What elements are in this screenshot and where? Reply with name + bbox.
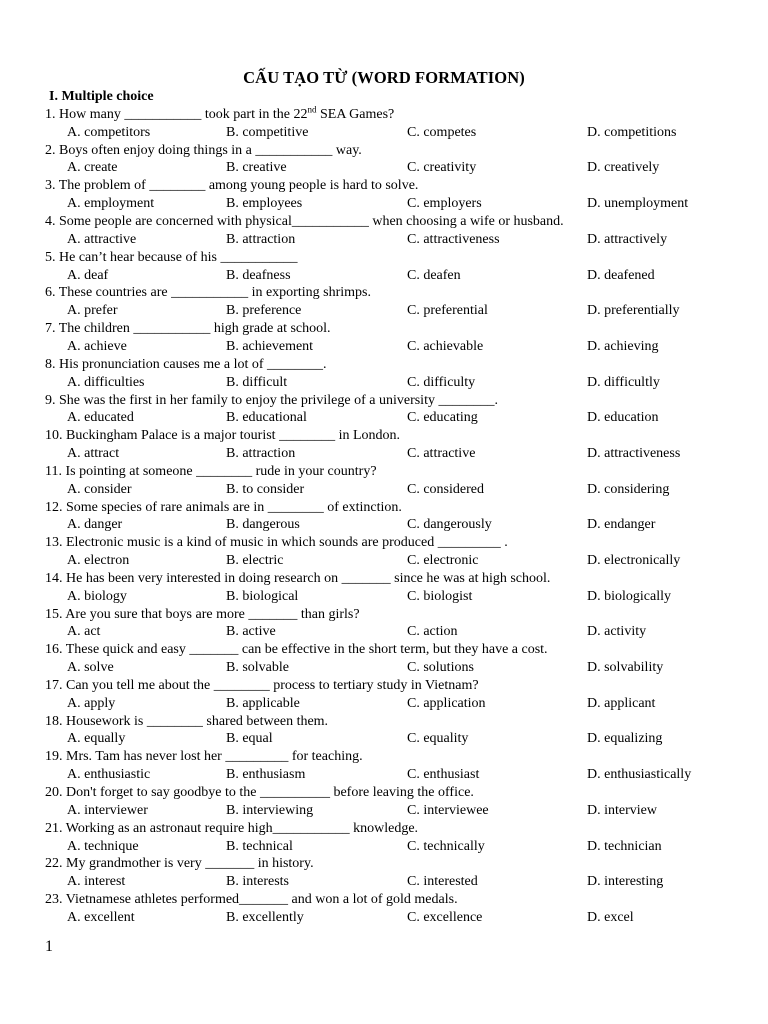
question-item: [0, 713, 768, 749]
answer-option-b: B. competitive: [226, 124, 309, 140]
question-text: 1. How many ___________ took part in the 22: [45, 107, 308, 122]
answer-option-b: B. creative: [226, 160, 287, 176]
question-stem: [45, 427, 400, 445]
question-item: [0, 463, 768, 499]
page-title: CẤU TẠO TỪ (WORD FORMATION): [243, 68, 525, 87]
question-item: [0, 177, 768, 213]
answer-option-d: D. attractively: [587, 231, 668, 247]
question-text: 18. Housework is ________ shared between them.: [45, 713, 329, 729]
ordinal-suffix: nd: [307, 104, 317, 115]
answer-option-b: B. attraction: [226, 445, 296, 461]
question-text: 8. His pronunciation causes me a lot of ________.: [45, 356, 327, 372]
answer-option-b: B. preference: [226, 303, 302, 319]
question-stem: [45, 855, 314, 873]
answer-options: [0, 374, 768, 392]
answer-option-c: C. equality: [407, 731, 469, 747]
answer-options: [0, 338, 768, 356]
answer-option-d: D. interesting: [587, 874, 664, 890]
question-stem: [45, 142, 362, 160]
answer-option-d: D. competitions: [587, 124, 677, 140]
answer-option-b: B. applicable: [226, 695, 300, 711]
answer-option-b: B. attraction: [226, 231, 296, 247]
question-stem: [45, 177, 418, 195]
question-text: 5. He can’t hear because of his ___________: [45, 249, 298, 265]
answer-options: [0, 623, 768, 641]
answer-option-b: B. active: [226, 624, 276, 640]
question-item: [0, 392, 768, 428]
answer-option-b: B. interests: [226, 874, 289, 890]
answer-option-c: C. enthusiast: [407, 767, 480, 783]
answer-options: [0, 159, 768, 177]
answer-option-a: A. create: [67, 160, 118, 176]
answer-option-d: D. difficultly: [587, 374, 660, 390]
answer-option-d: D. activity: [587, 624, 647, 640]
answer-option-c: C. attractiveness: [407, 231, 500, 247]
question-stem: [45, 249, 297, 267]
answer-option-c: C. solutions: [407, 660, 474, 676]
answer-options: [0, 873, 768, 891]
answer-option-b: B. electric: [226, 553, 284, 569]
answer-option-a: A. deaf: [67, 267, 109, 283]
question-stem: [45, 463, 377, 481]
question-text-end: SEA Games?: [316, 107, 395, 122]
question-text: 7. The children ___________ high grade at school.: [45, 321, 331, 337]
answer-option-a: A. technique: [67, 838, 139, 854]
question-item: [0, 427, 768, 463]
answer-option-d: D. achieving: [587, 338, 659, 354]
question-item: [0, 249, 768, 285]
answer-option-c: C. difficulty: [407, 374, 476, 390]
answer-option-b: B. employees: [226, 196, 303, 212]
answer-option-d: D. attractiveness: [587, 445, 681, 461]
question-item: [0, 499, 768, 535]
answer-option-a: A. apply: [67, 695, 116, 711]
answer-option-c: C. biologist: [407, 588, 473, 604]
answer-options: [0, 481, 768, 499]
question-stem: [45, 748, 363, 766]
answer-options: [0, 552, 768, 570]
answer-option-a: A. consider: [67, 481, 132, 497]
answer-options: [0, 124, 768, 142]
answer-option-b: B. biological: [226, 588, 299, 604]
question-text: 6. These countries are ___________ in exporting shrimps.: [45, 285, 371, 301]
answer-option-a: A. attractive: [67, 231, 137, 247]
answer-option-c: C. attractive: [407, 445, 476, 461]
answer-options: [0, 766, 768, 784]
answer-option-b: B. excellently: [226, 909, 304, 925]
answer-option-a: A. employment: [67, 196, 155, 212]
question-item: [0, 106, 768, 142]
answer-option-c: C. employers: [407, 196, 482, 212]
answer-option-d: D. creatively: [587, 160, 660, 176]
question-stem: [45, 820, 418, 838]
answer-option-c: C. excellence: [407, 909, 483, 925]
answer-option-c: C. deafen: [407, 267, 461, 283]
question-text: 17. Can you tell me about the ________ process to tertiary study in Vietnam?: [45, 678, 479, 693]
answer-option-c: C. creativity: [407, 160, 477, 176]
answer-options: [0, 659, 768, 677]
answer-option-c: C. technically: [407, 838, 485, 854]
answer-option-a: A. act: [67, 624, 101, 640]
question-stem: [45, 570, 550, 588]
answer-option-a: A. difficulties: [67, 374, 145, 390]
answer-option-a: A. excellent: [67, 909, 135, 925]
answer-option-d: D. biologically: [587, 588, 671, 604]
answer-options: [0, 695, 768, 713]
page-number: 1: [45, 938, 53, 955]
question-stem: [45, 713, 328, 731]
question-stem: [45, 784, 474, 802]
question-text: 9. She was the first in her family to enjoy the privilege of a university ________.: [45, 392, 498, 408]
section-heading: I. Multiple choice: [49, 89, 154, 104]
question-stem: [45, 392, 498, 410]
question-item: [0, 855, 768, 891]
answer-options: [0, 409, 768, 427]
answer-option-a: A. competitors: [67, 124, 151, 140]
answer-options: [0, 838, 768, 856]
question-item: [0, 891, 768, 927]
answer-options: [0, 267, 768, 285]
question-item: [0, 534, 768, 570]
answer-option-d: D. interview: [587, 802, 657, 818]
answer-option-b: B. achievement: [226, 338, 314, 354]
answer-option-c: C. interested: [407, 874, 478, 890]
question-text: 20. Don't forget to say goodbye to the __________ before leaving the office.: [45, 785, 474, 801]
answer-options: [0, 730, 768, 748]
answer-option-b: B. technical: [226, 838, 293, 854]
question-text: 23. Vietnamese athletes performed_______ and won a lot of gold medals.: [45, 892, 458, 908]
answer-option-c: C. educating: [407, 410, 478, 426]
answer-option-a: A. interest: [67, 874, 126, 890]
answer-option-d: D. unemployment: [587, 196, 689, 212]
question-stem: [45, 677, 479, 695]
answer-option-a: A. prefer: [67, 303, 118, 319]
answer-options: [0, 195, 768, 213]
answer-options: [0, 802, 768, 820]
answer-option-b: B. educational: [226, 410, 307, 426]
question-stem: [45, 499, 402, 517]
answer-option-b: B. to consider: [226, 481, 305, 497]
answer-option-a: A. electron: [67, 553, 130, 569]
question-stem: [45, 284, 371, 302]
question-text: 11. Is pointing at someone ________ rude in your country?: [45, 463, 377, 479]
answer-option-c: C. dangerously: [407, 517, 492, 533]
answer-option-c: C. application: [407, 695, 486, 711]
answer-option-c: C. interviewee: [407, 802, 489, 818]
answer-option-d: D. deafened: [587, 267, 655, 283]
question-item: [0, 284, 768, 320]
question-item: [0, 784, 768, 820]
question-item: [0, 320, 768, 356]
answer-option-a: A. biology: [67, 588, 127, 604]
answer-option-d: D. solvability: [587, 660, 664, 676]
answer-option-c: C. considered: [407, 481, 484, 497]
question-stem: [45, 106, 394, 124]
answer-option-b: B. enthusiasm: [226, 767, 306, 783]
answer-option-b: B. deafness: [226, 267, 291, 283]
answer-option-c: C. achievable: [407, 338, 484, 354]
question-text: 19. Mrs. Tam has never lost her _________ for teaching.: [45, 749, 363, 765]
question-text: 14. He has been very interested in doing research on _______ since he was at high school.: [45, 570, 551, 586]
answer-options: [0, 302, 768, 320]
answer-option-d: D. electronically: [587, 553, 681, 569]
question-item: [0, 748, 768, 784]
question-text: 3. The problem of ________ among young people is hard to solve.: [45, 178, 419, 194]
answer-option-d: D. technician: [587, 838, 662, 854]
question-item: [0, 677, 768, 713]
answer-option-b: B. interviewing: [226, 802, 314, 818]
question-text: 12. Some species of rare animals are in ________ of extinction.: [45, 499, 402, 515]
question-text: 22. My grandmother is very _______ in history.: [45, 856, 314, 872]
question-stem: [45, 891, 458, 909]
answer-option-d: D. education: [587, 410, 659, 426]
question-item: [0, 213, 768, 249]
answer-option-d: D. preferentially: [587, 303, 680, 319]
answer-option-c: C. preferential: [407, 303, 488, 319]
answer-options: [0, 909, 768, 927]
question-item: [0, 570, 768, 606]
answer-option-a: A. equally: [67, 731, 126, 747]
answer-option-d: D. equalizing: [587, 731, 663, 747]
question-text: 10. Buckingham Palace is a major tourist ________ in London.: [45, 428, 401, 444]
answer-options: [0, 588, 768, 606]
question-stem: [45, 606, 360, 624]
question-text: 2. Boys often enjoy doing things in a ___________ way.: [45, 142, 362, 158]
answer-option-c: C. electronic: [407, 553, 479, 569]
answer-option-b: B. difficult: [226, 374, 288, 390]
answer-option-a: A. interviewer: [67, 802, 148, 818]
question-item: [0, 641, 768, 677]
question-text: 15. Are you sure that boys are more _______ than girls?: [45, 606, 360, 622]
question-text: 21. Working as an astronaut require high___________ knowledge.: [45, 820, 419, 836]
question-text: 16. These quick and easy _______ can be effective in the short term, but they have a cost.: [45, 642, 548, 658]
answer-option-a: A. educated: [67, 410, 134, 426]
answer-options: [0, 445, 768, 463]
answer-option-a: A. attract: [67, 445, 120, 461]
question-item: [0, 820, 768, 856]
question-list: [0, 106, 768, 927]
question-item: [0, 356, 768, 392]
answer-option-a: A. solve: [67, 660, 114, 676]
question-stem: [45, 213, 564, 231]
answer-option-a: A. achieve: [67, 338, 127, 354]
answer-options: [0, 516, 768, 534]
answer-options: [0, 231, 768, 249]
answer-option-b: B. dangerous: [226, 517, 300, 533]
answer-option-d: D. excel: [587, 909, 634, 925]
question-stem: [45, 356, 327, 374]
answer-option-a: A. enthusiastic: [67, 767, 151, 783]
question-item: [0, 142, 768, 178]
answer-option-d: D. endanger: [587, 517, 656, 533]
answer-option-b: B. solvable: [226, 660, 289, 676]
answer-option-d: D. applicant: [587, 695, 656, 711]
question-item: [0, 606, 768, 642]
answer-option-d: D. considering: [587, 481, 670, 497]
question-text: 4. Some people are concerned with physical___________ when choosing a wife or husband.: [45, 214, 564, 230]
question-stem: [45, 534, 508, 552]
answer-option-b: B. equal: [226, 731, 273, 747]
answer-option-c: C. competes: [407, 124, 477, 140]
answer-option-c: C. action: [407, 624, 458, 640]
answer-option-d: D. enthusiastically: [587, 767, 692, 783]
answer-option-a: A. danger: [67, 517, 123, 533]
question-stem: [45, 641, 548, 659]
question-text: 13. Electronic music is a kind of music in which sounds are produced _________ .: [45, 535, 508, 551]
question-stem: [45, 320, 331, 338]
